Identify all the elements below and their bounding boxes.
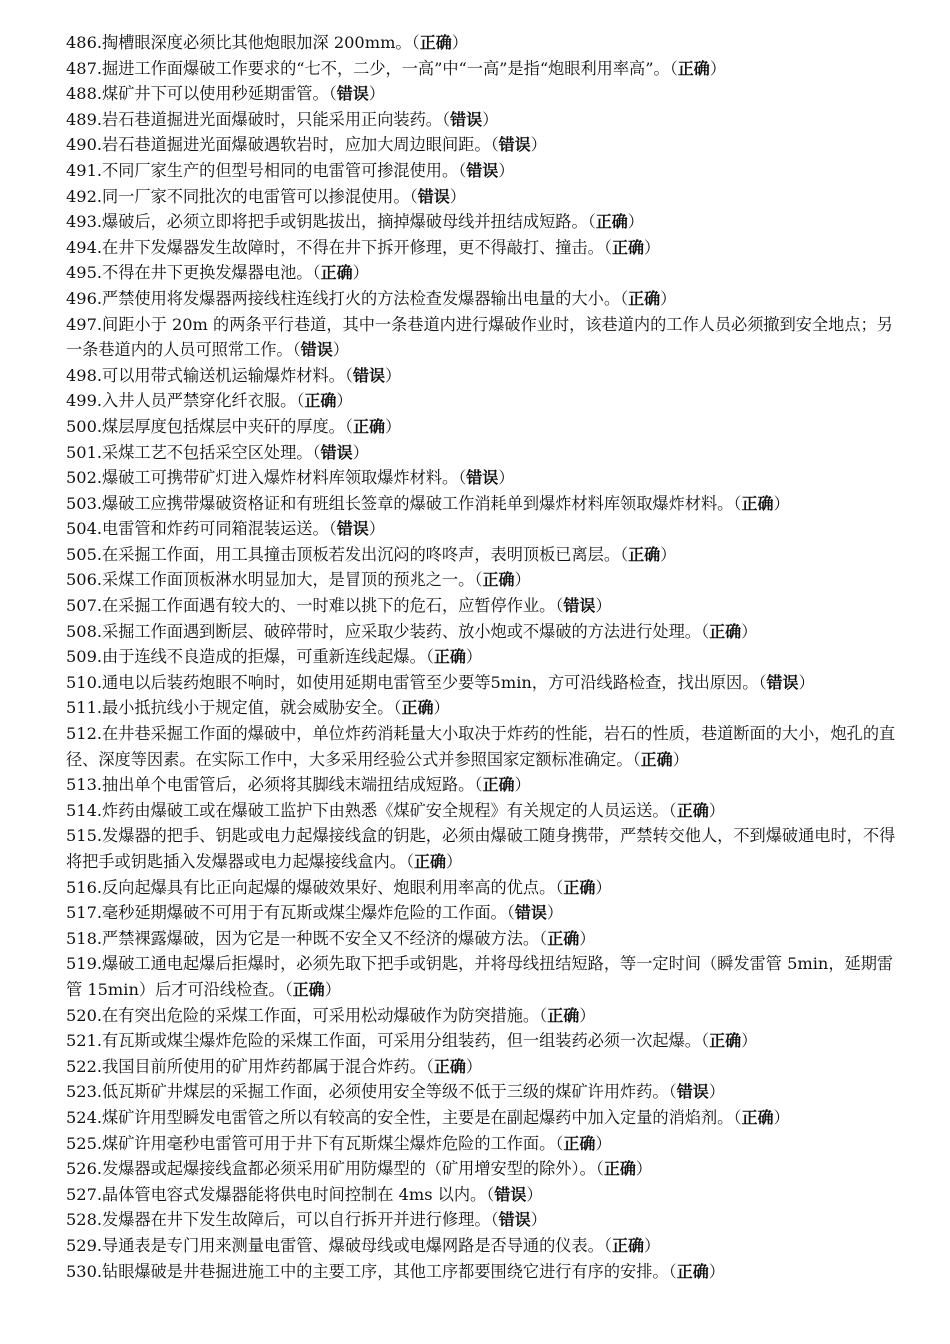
question-item: [66, 875, 896, 901]
question-number: 518.: [66, 928, 103, 948]
answer-close-paren: ）: [514, 570, 531, 590]
answer-open-paren: （: [425, 647, 434, 667]
answer-open-paren: （: [411, 33, 420, 52]
question-number: 510.: [66, 672, 103, 692]
answer-close-paren: ）: [368, 519, 385, 539]
question-text: 不得在井下更换发爆器电池。: [102, 263, 313, 283]
question-number: 509.: [66, 647, 103, 667]
answer-label: 错误: [676, 1082, 709, 1102]
question-number: 528.: [66, 1210, 103, 1230]
question-number: 524.: [66, 1107, 103, 1127]
answer-label: 正确: [414, 852, 447, 871]
answer-open-paren: （: [632, 749, 641, 769]
answer-label: 错误: [514, 903, 547, 923]
question-item: [66, 772, 896, 798]
answer-label: 正确: [433, 1056, 466, 1076]
answer-close-paren: ）: [498, 468, 515, 488]
question-item: [66, 81, 896, 107]
answer-close-paren: ）: [579, 1005, 596, 1025]
question-number: 488.: [66, 84, 103, 104]
answer-open-paren: （: [458, 160, 467, 180]
answer-label: 错误: [450, 109, 483, 129]
answer-close-paren: ）: [368, 84, 385, 104]
answer-label: 正确: [741, 493, 774, 513]
question-number: 491.: [66, 160, 103, 180]
question-text: 煤矿许用型瞬发电雷管之所以有较高的安全性，主要是在副起爆药中加入定量的消焰剂。: [102, 1107, 734, 1127]
question-text: 炸药由爆破工或在爆破工监护下由熟悉《煤矿安全规程》有关规定的人员运送。: [102, 800, 669, 820]
question-text: 采煤工艺不包括采空区处理。: [102, 442, 313, 462]
answer-label: 正确: [547, 928, 580, 948]
question-text: 爆破工通电起爆后拒爆时，必须先取下把手或钥匙，并将母线扭结短路，等一定时间（瞬发雷管 5min，延期雷管 15min）后才可沿线检查。: [66, 954, 894, 999]
answer-close-paren: ）: [635, 1159, 653, 1179]
question-number: 516.: [66, 877, 103, 897]
question-text: 通电以后装药炮眼不响时，如使用延期电雷管至少要等5min，方可沿线路检查，找出原因。: [102, 672, 759, 692]
answer-open-paren: （: [595, 1159, 604, 1179]
question-text: 不同厂家生产的但型号相同的电雷管可掺混使用。: [102, 160, 459, 180]
question-text: 在井下发爆器发生故障时，不得在井下拆开修理，更不得敲打、撞击。: [102, 237, 604, 257]
question-item: [66, 286, 896, 312]
question-number: 499.: [66, 391, 103, 411]
question-item: [66, 516, 896, 542]
answer-label: 错误: [498, 1210, 531, 1230]
answer-close-paren: ）: [465, 647, 483, 667]
question-item: [66, 798, 896, 824]
question-item: [66, 670, 896, 696]
question-item: [66, 1131, 896, 1157]
answer-label: 错误: [466, 468, 499, 488]
question-text: 爆破工应携带爆破资格证和有班组长签章的爆破工作消耗单到爆炸材料库领取爆炸材料。: [102, 493, 734, 513]
question-number: 508.: [66, 621, 103, 641]
question-text: 煤矿许用毫秒电雷管可用于井下有瓦斯煤尘爆炸危险的工作面。: [102, 1133, 556, 1153]
answer-close-paren: ）: [709, 58, 726, 78]
answer-open-paren: （: [405, 852, 415, 871]
answer-label: 正确: [419, 33, 452, 52]
answer-open-paren: （: [458, 468, 467, 488]
question-item: [66, 823, 896, 874]
question-item: [66, 158, 896, 184]
question-item: [66, 619, 896, 645]
answer-open-paren: （: [344, 365, 353, 385]
question-text: 岩石巷道掘进光面爆破时，只能采用正向装药。: [102, 109, 442, 129]
answer-open-paren: （: [555, 596, 564, 616]
question-number: 504.: [66, 519, 103, 539]
answer-open-paren: （: [474, 570, 483, 590]
answer-open-paren: （: [587, 212, 596, 232]
question-item: [66, 107, 896, 133]
answer-label: 错误: [320, 442, 353, 462]
question-text: 入井人员严禁穿化纤衣服。: [102, 391, 297, 411]
question-number: 486.: [66, 33, 103, 52]
answer-close-paren: ）: [595, 1133, 612, 1153]
answer-label: 正确: [628, 288, 661, 308]
question-item: [66, 1079, 896, 1105]
question-text: 反向起爆具有比正向起爆的爆破效果好、炮眼利用率高的优点。: [102, 877, 556, 897]
answer-close-paren: ）: [482, 109, 499, 129]
question-number: 521.: [66, 1031, 103, 1051]
answer-open-paren: （: [284, 979, 293, 999]
answer-close-paren: ）: [465, 1056, 483, 1076]
question-item: [66, 695, 896, 721]
answer-open-paren: （: [555, 877, 564, 897]
answer-label: 正确: [547, 1005, 580, 1025]
answer-label: 错误: [336, 519, 369, 539]
question-text: 可以用带式输送机运输爆炸材料。: [102, 365, 345, 385]
answer-label: 正确: [676, 800, 709, 820]
answer-open-paren: （: [328, 84, 337, 104]
answer-label: 错误: [494, 1184, 527, 1204]
question-text: 掏槽眼深度必须比其他炮眼加深 200mm。: [102, 33, 412, 52]
answer-open-paren: （: [668, 1082, 677, 1102]
question-number: 520.: [66, 1005, 103, 1025]
question-item: [66, 235, 896, 261]
question-text: 严禁裸露爆破，因为它是一种既不安全又不经济的爆破方法。: [102, 928, 540, 948]
question-item: [66, 900, 896, 926]
answer-open-paren: （: [296, 391, 305, 411]
question-text: 发爆器在井下发生故障后，可以自行拆开并进行修理。: [102, 1210, 491, 1230]
answer-open-paren: （: [620, 544, 629, 564]
question-text: 晶体管电容式发爆器能将供电时间控制在 4ms 以内。: [102, 1184, 487, 1204]
answer-open-paren: （: [393, 698, 402, 718]
question-text: 在采掘工作面遇有较大的、一时难以挑下的危石，应暂停作业。: [102, 596, 556, 616]
answer-label: 错误: [300, 340, 333, 360]
answer-close-paren: ）: [324, 979, 341, 999]
question-text: 采掘工作面遇到断层、破碎带时，应采取少装药、放小炮或不爆破的方法进行处理。: [102, 621, 701, 641]
question-text: 由于连线不良造成的拒爆，可重新连线起爆。: [102, 647, 426, 667]
question-item: [66, 30, 896, 56]
answer-close-paren: ）: [352, 442, 369, 462]
question-number: 530.: [66, 1261, 103, 1281]
question-number: 493.: [66, 212, 103, 232]
question-item: [66, 1156, 896, 1182]
answer-close-paren: ）: [449, 186, 466, 206]
answer-label: 正确: [677, 58, 710, 78]
question-item: [66, 363, 896, 389]
question-number: 522.: [66, 1056, 103, 1076]
question-text: 在井巷采掘工作面的爆破中，单位炸药消耗量大小取决于炸药的性能，岩石的性质，巷道断面的大小，炮孔的直径、深度等因素。在实际工作中，大多采用经验公式并参照国家定额标准确定。: [66, 724, 896, 769]
answer-close-paren: ）: [498, 160, 515, 180]
answer-close-paren: ）: [708, 1082, 725, 1102]
answer-label: 正确: [611, 1235, 644, 1255]
question-item: [66, 388, 896, 414]
question-number: 495.: [66, 263, 103, 283]
answer-label: 正确: [709, 1031, 742, 1051]
answer-close-paren: ）: [352, 263, 369, 283]
answer-label: 正确: [709, 621, 742, 641]
answer-open-paren: （: [312, 263, 321, 283]
answer-close-paren: ）: [546, 903, 564, 923]
answer-close-paren: ）: [643, 237, 661, 257]
question-text: 最小抵抗线小于规定值，就会威胁安全。: [102, 698, 394, 718]
answer-close-paren: ）: [595, 596, 612, 616]
answer-open-paren: （: [344, 416, 353, 436]
answer-open-paren: （: [700, 621, 710, 641]
answer-open-paren: （: [758, 672, 767, 692]
answer-label: 正确: [482, 570, 515, 590]
answer-close-paren: ）: [332, 340, 349, 360]
question-item: [66, 414, 896, 440]
question-number: 496.: [66, 288, 103, 308]
question-text: 电雷管和炸药可同箱混装运送。: [102, 519, 329, 539]
question-number: 512.: [66, 724, 103, 744]
answer-close-paren: ）: [660, 544, 677, 564]
answer-label: 错误: [498, 135, 531, 155]
question-number: 490.: [66, 135, 103, 155]
answer-label: 错误: [466, 160, 499, 180]
question-number: 497.: [66, 314, 103, 334]
answer-label: 错误: [336, 84, 369, 104]
question-text: 在采掘工作面，用工具撞击顶板若发出沉闷的咚咚声，表明顶板已离层。: [102, 544, 621, 564]
question-text: 严禁使用将发爆器两接线柱连线打火的方法检查发爆器输出电量的大小。: [102, 288, 621, 308]
question-text: 掘进工作面爆破工作要求的“七不，二少，一高”中“一高”是指“炮眼利用率高”。: [102, 58, 670, 78]
question-item: [66, 1182, 896, 1208]
question-list: [66, 30, 896, 1284]
question-text: 岩石巷道掘进光面爆破遇软岩时，应加大周边眼间距。: [102, 135, 491, 155]
question-text: 低瓦斯矿井煤层的采掘工作面，必须使用安全等级不低于三级的煤矿许用炸药。: [102, 1082, 669, 1102]
answer-close-paren: ）: [643, 1235, 661, 1255]
answer-open-paren: （: [620, 288, 629, 308]
answer-label: 正确: [482, 775, 515, 795]
answer-close-paren: ）: [384, 416, 402, 436]
answer-close-paren: ）: [446, 852, 463, 871]
answer-open-paren: （: [539, 1005, 548, 1025]
question-item: [66, 132, 896, 158]
question-number: 519.: [66, 954, 103, 974]
answer-open-paren: （: [669, 58, 678, 78]
answer-open-paren: （: [409, 186, 418, 206]
question-text: 间距小于 20m 的两条平行巷道，其中一条巷道内进行爆破作业时，该巷道内的工作人员必须撤到安全地点；另一条巷道内的人员可照常工作。: [66, 314, 893, 360]
question-number: 492.: [66, 186, 103, 206]
answer-close-paren: ）: [741, 621, 758, 641]
answer-open-paren: （: [603, 1235, 612, 1255]
answer-label: 正确: [433, 647, 466, 667]
question-item: [66, 951, 896, 1002]
question-item: [66, 1105, 896, 1131]
question-item: [66, 1233, 896, 1259]
question-text: 钻眼爆破是井巷掘进施工中的主要工序，其他工序都要围绕它进行有序的安排。: [102, 1261, 669, 1281]
answer-close-paren: ）: [433, 698, 450, 718]
answer-close-paren: ）: [660, 288, 677, 308]
answer-close-paren: ）: [530, 135, 547, 155]
question-text: 在有突出危险的采煤工作面，可采用松动爆破作为防突措施。: [102, 1005, 540, 1025]
answer-close-paren: ）: [773, 1107, 790, 1127]
question-item: [66, 260, 896, 286]
answer-close-paren: ）: [798, 672, 815, 692]
question-number: 498.: [66, 365, 103, 385]
question-item: [66, 1003, 896, 1029]
answer-close-paren: ）: [708, 1261, 725, 1281]
answer-close-paren: ）: [579, 928, 596, 948]
answer-label: 正确: [563, 1133, 596, 1153]
question-number: 487.: [66, 58, 103, 78]
question-number: 494.: [66, 237, 103, 257]
question-item: [66, 312, 896, 363]
answer-label: 正确: [292, 979, 325, 999]
answer-label: 正确: [304, 391, 337, 411]
question-text: 发爆器或起爆接线盒都必须采用矿用防爆型的（矿用增安型的除外）。: [102, 1159, 596, 1179]
question-text: 有瓦斯或煤尘爆炸危险的采煤工作面，可采用分组装药，但一组装药必须一次起爆。: [102, 1031, 701, 1051]
question-text: 毫秒延期爆破不可用于有瓦斯或煤尘爆炸危险的工作面。: [102, 903, 507, 923]
question-item: [66, 721, 896, 772]
question-item: [66, 465, 896, 491]
answer-label: 正确: [320, 263, 353, 283]
question-number: 526.: [66, 1159, 103, 1179]
answer-open-paren: （: [328, 519, 337, 539]
answer-close-paren: ）: [384, 365, 402, 385]
answer-close-paren: ）: [451, 33, 468, 52]
question-item: [66, 567, 896, 593]
answer-label: 错误: [417, 186, 450, 206]
answer-open-paren: （: [441, 109, 451, 129]
question-text: 爆破后，必须立即将把手或钥匙拔出，摘掉爆破母线并扭结成短路。: [102, 212, 588, 232]
question-item: [66, 56, 896, 82]
answer-open-paren: （: [312, 442, 321, 462]
answer-label: 错误: [563, 596, 596, 616]
question-item: [66, 1054, 896, 1080]
question-number: 527.: [66, 1184, 103, 1204]
question-number: 511.: [66, 698, 103, 718]
answer-open-paren: （: [292, 340, 301, 360]
answer-close-paren: ）: [336, 391, 353, 411]
question-item: [66, 1028, 896, 1054]
question-number: 507.: [66, 596, 103, 616]
answer-open-paren: （: [668, 1261, 677, 1281]
answer-open-paren: （: [733, 1107, 742, 1127]
answer-close-paren: ）: [526, 1184, 543, 1204]
question-item: [66, 440, 896, 466]
answer-label: 正确: [741, 1107, 774, 1127]
answer-close-paren: ）: [773, 493, 790, 513]
question-number: 517.: [66, 903, 103, 923]
answer-close-paren: ）: [595, 877, 612, 897]
question-text: 煤层厚度包括煤层中夹矸的厚度。: [102, 416, 345, 436]
answer-label: 正确: [352, 416, 385, 436]
question-item: [66, 644, 896, 670]
answer-open-paren: （: [425, 1056, 434, 1076]
answer-label: 错误: [352, 365, 385, 385]
question-number: 500.: [66, 416, 103, 436]
answer-open-paren: （: [474, 775, 483, 795]
question-item: [66, 184, 896, 210]
answer-label: 正确: [563, 877, 596, 897]
answer-open-paren: （: [700, 1031, 710, 1051]
question-number: 505.: [66, 544, 103, 564]
answer-open-paren: （: [486, 1184, 495, 1204]
question-text: 导通表是专门用来测量电雷管、爆破母线或电爆网路是否导通的仪表。: [102, 1235, 604, 1255]
question-number: 501.: [66, 442, 103, 462]
question-text: 抽出单个电雷管后，必须将其脚线末端扭结成短路。: [102, 775, 475, 795]
question-text: 煤矿井下可以使用秒延期雷管。: [102, 84, 329, 104]
answer-open-paren: （: [733, 493, 742, 513]
answer-close-paren: ）: [672, 749, 689, 769]
question-item: [66, 491, 896, 517]
question-number: 502.: [66, 468, 103, 488]
question-number: 506.: [66, 570, 103, 590]
answer-open-paren: （: [603, 237, 612, 257]
answer-open-paren: （: [668, 800, 677, 820]
answer-close-paren: ）: [514, 775, 531, 795]
question-item: [66, 542, 896, 568]
question-item: [66, 926, 896, 952]
question-number: 513.: [66, 775, 103, 795]
question-item: [66, 1259, 896, 1285]
answer-open-paren: （: [506, 903, 515, 923]
answer-label: 正确: [401, 698, 434, 718]
answer-open-paren: （: [490, 1210, 499, 1230]
question-item: [66, 1207, 896, 1233]
question-number: 515.: [66, 826, 103, 846]
answer-label: 正确: [603, 1159, 636, 1179]
question-number: 503.: [66, 493, 103, 513]
answer-label: 正确: [611, 237, 644, 257]
question-text: 发爆器的把手、钥匙或电力起爆接线盒的钥匙，必须由爆破工随身携带，严禁转交他人，不到爆破通电时，不得将把手或钥匙插入发爆器或电力起爆接线盒内。: [66, 826, 896, 871]
answer-close-paren: ）: [530, 1210, 547, 1230]
question-text: 采煤工作面顶板淋水明显加大，是冒顶的预兆之一。: [102, 570, 475, 590]
answer-close-paren: ）: [708, 800, 725, 820]
question-number: 514.: [66, 800, 103, 820]
answer-label: 正确: [676, 1261, 709, 1281]
question-text: 爆破工可携带矿灯进入爆炸材料库领取爆炸材料。: [102, 468, 459, 488]
question-text: 我国目前所使用的矿用炸药都属于混合炸药。: [102, 1056, 426, 1076]
question-number: 525.: [66, 1133, 103, 1153]
answer-close-paren: ）: [741, 1031, 758, 1051]
question-number: 529.: [66, 1235, 103, 1255]
question-item: [66, 209, 896, 235]
answer-label: 正确: [640, 749, 673, 769]
answer-open-paren: （: [490, 135, 499, 155]
answer-label: 正确: [595, 212, 628, 232]
answer-open-paren: （: [555, 1133, 564, 1153]
question-item: [66, 593, 896, 619]
question-number: 523.: [66, 1082, 103, 1102]
answer-label: 错误: [766, 672, 799, 692]
answer-label: 正确: [628, 544, 661, 564]
question-number: 489.: [66, 109, 103, 129]
question-text: 同一厂家不同批次的电雷管可以掺混使用。: [102, 186, 410, 206]
answer-open-paren: （: [539, 928, 548, 948]
answer-close-paren: ）: [627, 212, 644, 232]
